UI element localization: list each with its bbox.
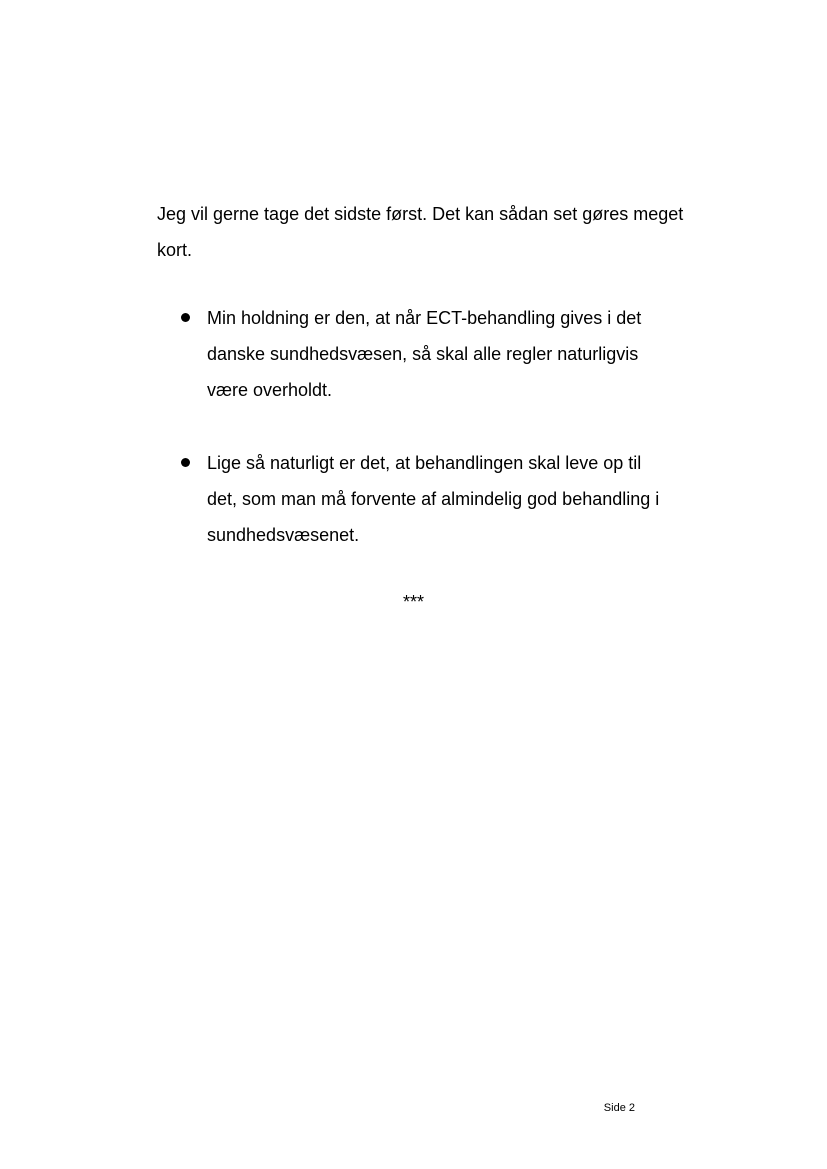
bullet-list	[157, 300, 687, 553]
bullet-text: Lige så naturligt er det, at behandlingen skal leve op til det, som man må forvente af almindelig god behandling i sundhedsvæsenet.	[207, 453, 660, 545]
bullet-text: Min holdning er den, at når ECT-behandling gives i det danske sundhedsvæsen, så skal alle regler naturligvis være overholdt.	[207, 308, 642, 400]
section-separator: ***	[402, 592, 424, 612]
bullet-icon	[181, 313, 190, 322]
bullet-icon	[181, 458, 190, 467]
list-item	[157, 445, 667, 553]
page-number: Side 2	[603, 1102, 635, 1114]
intro-paragraph: Jeg vil gerne tage det sidste først. Det kan sådan set gøres meget kort.	[157, 204, 684, 260]
list-item	[157, 300, 667, 408]
